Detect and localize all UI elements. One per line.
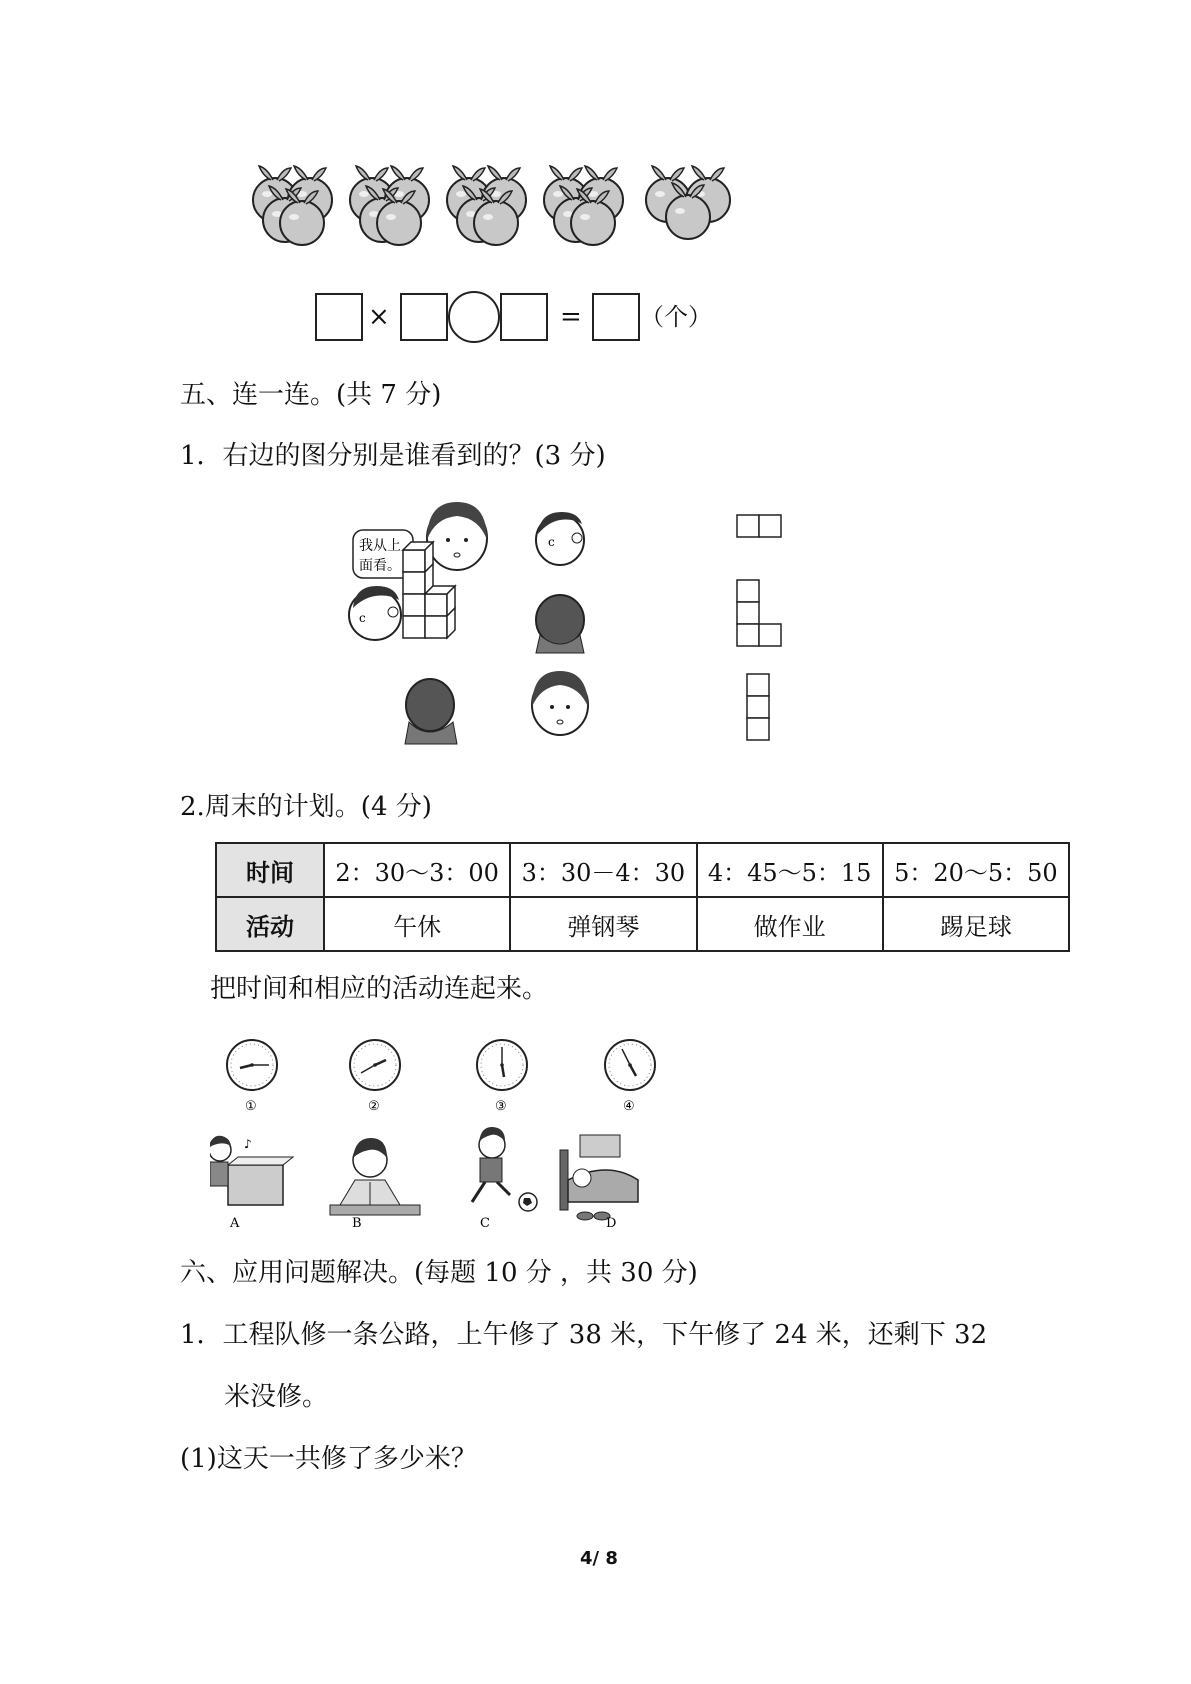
clock-1 (227, 1040, 277, 1090)
time-cell-4: 5：20～5：50 (883, 843, 1069, 897)
clocks-and-activities (210, 1030, 690, 1230)
header-time: 时间 (216, 843, 324, 897)
time-cell-1: 2：30～3：00 (324, 843, 510, 897)
operator-circle[interactable] (448, 291, 500, 343)
weekend-plan-table (215, 842, 1070, 952)
table-row-time (216, 843, 1069, 897)
clock-label-2: ② (368, 1099, 380, 1114)
picture-label-c: C (480, 1216, 490, 1230)
picture-label-b: B (352, 1216, 362, 1230)
boy-face-right-mid-top (536, 512, 584, 565)
speech-line-2: 面看。 (359, 558, 401, 574)
picture-d-nap (560, 1135, 638, 1220)
activity-cell-2: 弹钢琴 (510, 897, 696, 951)
clock-3 (477, 1040, 527, 1090)
view-front (737, 580, 781, 646)
boy-face-left (349, 586, 401, 640)
view-side (747, 674, 769, 740)
picture-label-d: D (606, 1216, 617, 1230)
clock-label-1: ① (245, 1099, 257, 1114)
apple-group-3 (447, 166, 526, 245)
unit-label: （个） (640, 303, 712, 331)
header-activity: 活动 (216, 897, 324, 951)
picture-label-a: A (230, 1216, 240, 1230)
section5-title: 五、连一连。(共 7 分) (180, 380, 442, 410)
section6-q1-line1: 1．工程队修一条公路，上午修了 38 米，下午修了 24 米，还剩下 32 (180, 1320, 988, 1350)
time-cell-2: 3：30－4：30 (510, 843, 696, 897)
view-top (737, 515, 781, 537)
equation-box-2[interactable] (400, 293, 448, 341)
clock-label-3: ③ (495, 1099, 507, 1114)
section6-title: 六、应用问题解决。(每题 10 分 ，共 30 分) (180, 1258, 698, 1288)
equals-sign: = (560, 302, 582, 332)
clock-4 (605, 1040, 655, 1090)
equation-box-1[interactable] (315, 293, 363, 341)
time-cell-3: 4：45～5：15 (697, 843, 883, 897)
section5-q2-text: 2.周末的计划。(4 分) (180, 792, 432, 822)
boy-back-bottom (405, 679, 457, 744)
activity-cell-1: 午休 (324, 897, 510, 951)
page-number: 4/ 8 (580, 1548, 618, 1569)
table-row-activity (216, 897, 1069, 951)
activity-cell-3: 做作业 (697, 897, 883, 951)
equation-box-answer[interactable] (592, 293, 640, 341)
svg-text:c: c (548, 535, 555, 549)
section5-q2-instruction: 把时间和相应的活动连起来。 (210, 974, 549, 1004)
clock-label-4: ④ (623, 1099, 635, 1114)
apple-groups-illustration (250, 155, 750, 255)
svg-text:♪: ♪ (244, 1137, 252, 1151)
boy-back-mid (536, 595, 584, 653)
picture-c-football (472, 1127, 537, 1211)
equation-box-3[interactable] (500, 293, 548, 341)
apple-group-2 (350, 166, 429, 245)
views-illustration (345, 500, 845, 750)
girl-face-top (427, 502, 487, 570)
speech-line-1: 我从上 (359, 538, 401, 554)
picture-a-piano (210, 1136, 293, 1205)
clock-2 (350, 1040, 400, 1090)
girl-face-mid-bottom (532, 671, 588, 735)
apple-group-5 (646, 166, 730, 239)
section6-q1-line2: 米没修。 (224, 1382, 329, 1412)
svg-text:c: c (359, 611, 366, 625)
section6-q1-sub1: (1)这天一共修了多少米？ (180, 1444, 477, 1474)
times-sign: × (368, 302, 390, 332)
apple-group-4 (544, 166, 623, 245)
section5-q1-text: 1．右边的图分别是谁看到的？(3 分) (180, 441, 606, 471)
apple-group-1 (253, 166, 332, 245)
activity-cell-4: 踢足球 (883, 897, 1069, 951)
picture-b-homework (330, 1138, 420, 1215)
